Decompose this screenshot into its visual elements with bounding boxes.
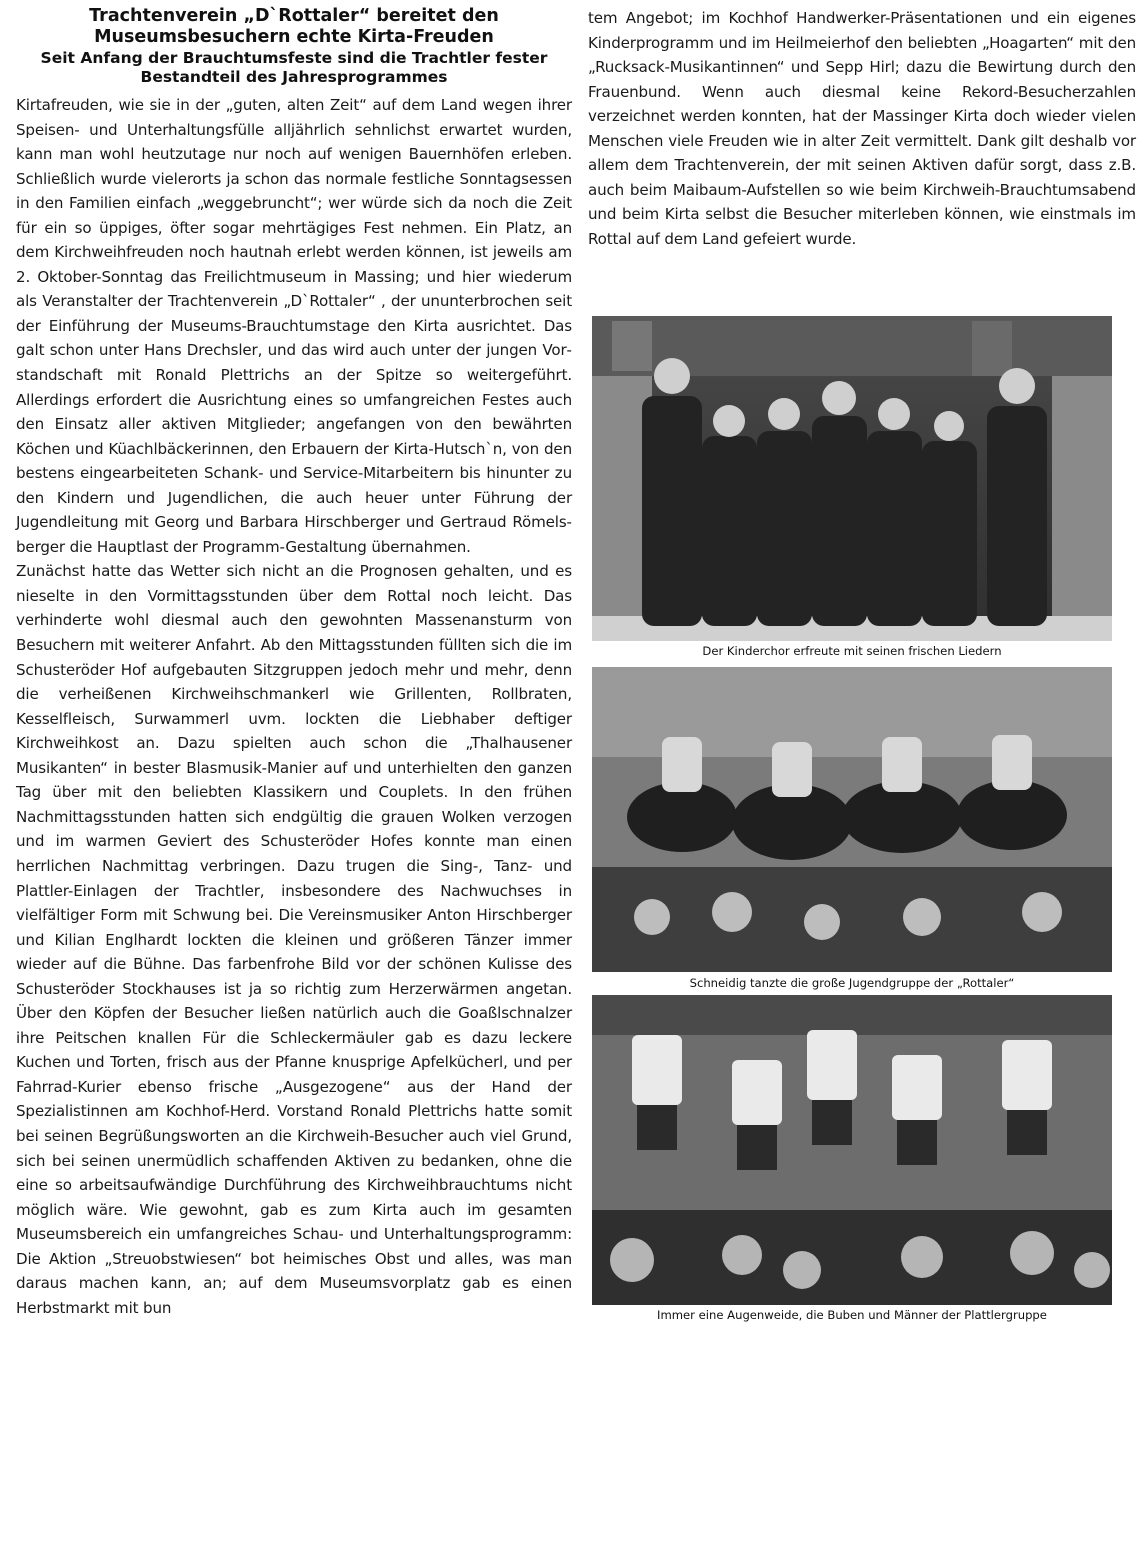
photo-jugendgruppe [592,667,1112,972]
kinderchor-image [592,316,1112,641]
caption-jugendgruppe: Schneidig tanzte die große Jugendgruppe der „Rottaler“ [689,976,1015,990]
paragraph-1: Kirtafreuden, wie sie in der „guten, alten Zeit“ auf dem Land wegen ihrer Speisen- und Unterhaltungsfülle alljährlich sehnlichst erwartet wurden, kann man wohl heutzutage nur noch auf wenigen Bauernhöfen erleben. Schließlich wurde vielerorts ja schon das normale festliche Sonntagsessen in den Familien einfach „weggebruncht“; wer würde sich da noch die Zeit für ein so üppiges, öfter sogar mehrtägiges Fest nehmen. Ein Platz, an dem Kirchweihfreuden noch hautnah erlebt werden können, ist jeweils am 2. Oktober-Sonntag das Freilichtmuseum in Massing; und hier wiederum als Veranstalter der Trachtenverein „D`Rottaler“ , der ununterbrochen seit der Einführung der Museums-Brauchtumstage den Kirta ausrichtet. Das galt schon unter Hans Drechsler, und das wird auch unter der jungen Vorstandschaft mit Ronald Plettrichs an der Spitze so weitergeführt. Allerdings erfordert die Ausrichtung eines so umfangreichen Festes auch den Einsatz aller aktiven Mitglieder; angefangen von den bewährten Köchen und Küachlbäckerinnen, den Erbauern der Kirta-Hutsch`n, von den bestens eingearbeiteten Schank- und Service-Mitarbeitern bis hinunter zu den Kindern und Jugendlichen, die auch heuer unter Führung der Jugendleitung mit Georg und Barbara Hirschberger und Gertraud Römelsberger die Hauptlast der Programm-Gestaltung übernahmen. [16,96,572,556]
left-column [16,6,572,1320]
article-body-left [16,93,572,1320]
caption-kinderchor: Der Kinderchor erfreute mit seinen frischen Liedern [702,644,1002,658]
paragraph-3: tem Angebot; im Kochhof Handwerker-Präsentationen und ein eigenes Kinderprogramm und im Heilmeierhof den beliebten „Hoagarten“ mit den „Rucksack-Musikantinnen“ und Sepp Hirl; dazu die Bewirtung durch den Frauenbund. Wenn auch diesmal keine Rekord-Besucherzahlen verzeichnet werden konnten, hat der Massinger Kirta doch wieder vielen Menschen viele Freuden wie in alter Zeit vermittelt. Dank gilt deshalb vor allem dem Trachtenverein, der mit seinen Aktiven dafür sorgt, dass z.B. auch beim Maibaum-Aufstellen so wie beim Kirchweih-Brauchtumsabend und beim Kirta selbst die Besucher miterleben können, wie einstmals im Rottal auf dem Land gefeiert wurde. [588,9,1136,248]
jugendgruppe-image [592,667,1112,972]
article-title: Trachtenverein „D`Rottaler“ bereitet den Museumsbesuchern echte Kirta-Freuden [89,6,499,47]
article-headline [16,6,572,87]
caption-plattlergruppe: Immer eine Augenweide, die Buben und Männer der Plattlergruppe [657,1308,1047,1322]
article-subtitle: Seit Anfang der Brauchtumsfeste sind die Trachtler fester Bestandteil des Jahresprogrammes [40,49,548,86]
plattlergruppe-image [592,995,1112,1305]
right-column [588,6,1136,251]
paragraph-2: Zunächst hatte das Wetter sich nicht an die Prognosen gehalten, und es nieselte in den Vormittagsstunden über dem Rottal noch leicht. Das verhinderte wohl diesmal auch den gewohnten Massenansturm von Besuchern mit weiterer Anfahrt. Ab den Mittagsstunden füllten sich die im Schusteröder Hof aufgebauten Sitzgruppen jedoch mehr und mehr, denn die verheißenen Kirchweihschmankerl wie Grillenten, Rollbraten, Kesselfleisch, Surwammerl uvm. lockten die Liebhaber deftiger Kirchweihkost an. Dazu spielten auch schon die „Thalhausener Musikanten“ in bester Blasmusik-Manier auf und unterhielten den ganzen Tag über mit den beliebten Klassikern und Couplets. In den frühen Nachmittagsstunden hatten sich endgültig die grauen Wolken verzogen und im warmen Geviert des Schusteröder Hofes konnte man einen herrlichen Nachmittag verbringen. Dazu trugen die Sing-, Tanz- und Plattler-Einlagen der Trachtler, insbesondere des Nachwuchses in vielfältiger Form mit Schwung bei. Die Vereinsmusiker Anton Hirschberger und Kilian Englhardt lockten die kleinen und größeren Tänzer immer wieder auf die Bühne. Das farbenfrohe Bild vor der schönen Kulisse des Schusteröder Stockhauses ist ja so richtig zum Herzerwärmen angetan. Über den Köpfen der Besucher ließen natürlich auch die Goaßlschnalzer ihre Peitschen knallen Für die Schleckermäuler gab es dazu leckere Kuchen und Torten, frisch aus der Pfanne knusprige Apfelkücherl, und per Fahrrad-Kurier ebenso frische „Ausgezogene“ aus der Hand der Spezialistinnen am Kochhof-Herd. Vorstand Ronald Plettrichs hatte somit bei seinen Begrüßungsworten an die Kirchweih-Besucher auch viel Grund, sich bei seinen unermüdlich schaffenden Aktiven zu bedanken, ohne die eine so arbeitsaufwändige Durchführung des Kirchweihbrauchtums nicht möglich wäre. Wie gewohnt, gab es zum Kirta auch im gesamten Museumsbereich ein umfangreiches Schau- und Unterhaltungsprogramm: Die Aktion „Streuobstwiesen“ bot heimisches Obst und alles, was man daraus machen kann, an; auf dem Museumsvorplatz gab es einen Herbstmarkt mit bun [16,562,572,1317]
photo-plattlergruppe [592,995,1112,1305]
photo-kinderchor [592,316,1112,641]
